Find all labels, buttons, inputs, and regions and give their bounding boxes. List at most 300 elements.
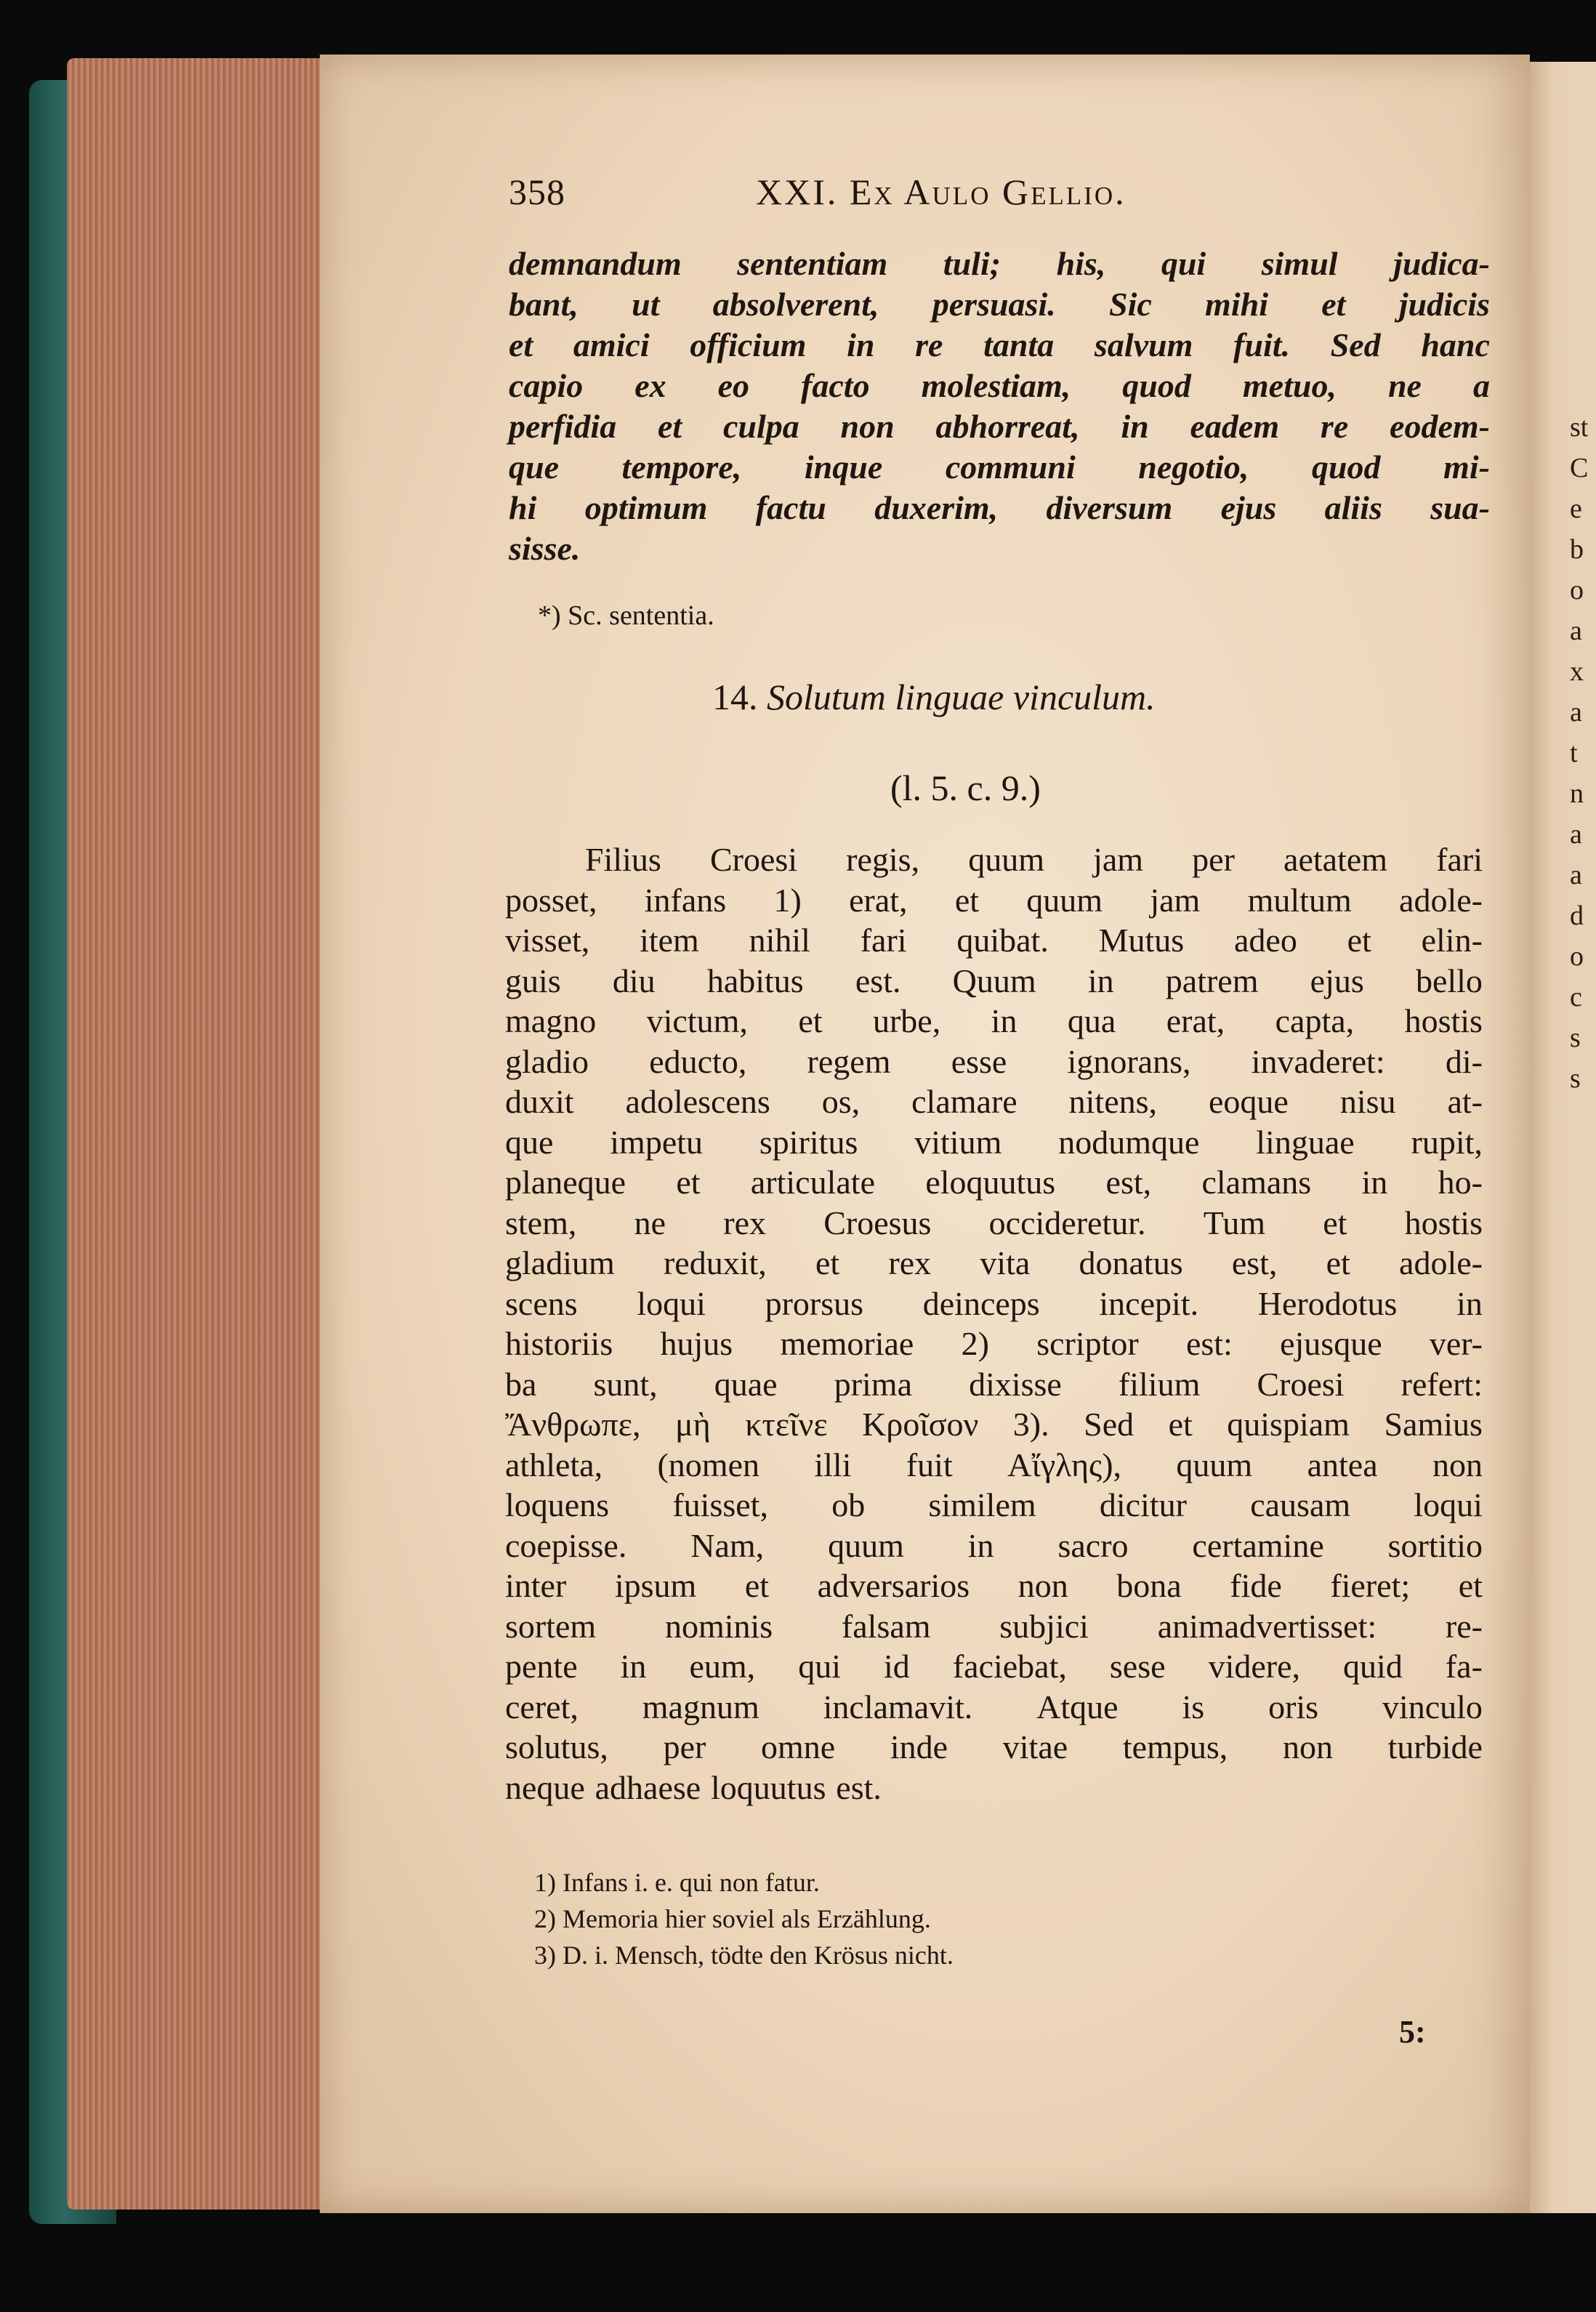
word: Nam, [690,1526,765,1564]
word: capta, [1275,1002,1355,1039]
word: qua [1067,1002,1116,1039]
facing-page-fragment: n [1570,778,1584,809]
word: simul [1261,245,1338,282]
word: stem, [505,1204,577,1241]
word: fieret; [1330,1567,1411,1604]
word: esse [951,1042,1007,1080]
text-line [509,447,1490,488]
word: hostis [1404,1002,1483,1039]
facing-page-fragment: a [1570,860,1582,890]
word: vita [980,1244,1031,1281]
word: inde [890,1728,948,1765]
word: qui [798,1648,841,1685]
facing-page-fragment: d [1570,901,1584,931]
word: posset, [505,881,597,919]
word: invaderet: [1251,1042,1385,1080]
word: et [954,881,980,919]
word: subjici [999,1607,1089,1645]
word: et [509,326,533,363]
text-line [505,1001,1483,1042]
text-line [505,1727,1483,1768]
text-line [509,243,1490,284]
word: quum [1176,1446,1253,1483]
word: prima [834,1365,912,1403]
page-number: 358 [509,172,565,212]
word: adhaese [595,1768,701,1806]
word: sua- [1430,489,1490,526]
word: fari [860,922,907,959]
word: turbide [1387,1728,1483,1765]
word: adole- [1399,881,1483,919]
word: vitae [1002,1728,1068,1765]
text-line [509,284,1490,325]
word: fide [1230,1567,1282,1604]
facing-page-fragment: e [1570,494,1582,524]
word: historiis [505,1325,613,1362]
word: communi [945,448,1076,486]
word: falsam [841,1607,931,1645]
word: ne [1387,367,1422,404]
word: pente [505,1648,578,1685]
main-paragraph [505,839,1483,1808]
word: ipsum [614,1567,697,1604]
word: factu [755,489,826,526]
word: est: [1185,1325,1233,1362]
word: incepit. [1099,1284,1199,1322]
word: sortem [505,1607,597,1645]
word: refert: [1400,1365,1483,1403]
word: erat, [1166,1002,1225,1039]
text-line [505,1082,1483,1122]
text-line [505,920,1483,961]
word: his, [1056,245,1106,282]
facing-page-fragment: C [1570,453,1589,483]
word: nisu [1339,1083,1396,1120]
word: (nomen [657,1446,759,1483]
word: quum [1026,881,1103,919]
text-line [505,961,1483,1002]
word: capio [509,367,584,404]
word: hostis [1404,1204,1483,1241]
word: Αἴγλης), [1007,1446,1122,1483]
word: eadem [1190,408,1280,445]
word: magnum [642,1688,759,1725]
word: fuit. [1233,326,1291,363]
word: sese [1109,1648,1166,1685]
word: id [884,1648,910,1685]
word: erat, [849,881,908,919]
word: inter [505,1567,567,1604]
word: hujus [660,1325,733,1362]
word: fari [1436,841,1483,878]
word: rex [888,1244,932,1281]
word: spiritus [759,1123,858,1161]
word: Quum [952,962,1036,999]
word: et [1347,922,1371,959]
word: qui [1161,245,1206,282]
word: in [847,326,875,363]
facing-page-fragment: s [1570,1023,1581,1053]
word: scens [505,1284,578,1322]
word: in [1087,962,1114,999]
text-line [505,1404,1483,1445]
word: et [1323,1204,1347,1241]
word: habitus [706,962,804,999]
word: neque [505,1768,585,1806]
word: Herodotus [1257,1284,1398,1322]
word: omne [761,1728,836,1765]
word: hi [509,489,537,526]
word: aetatem [1283,841,1388,878]
text-line [505,1284,1483,1324]
word: est, [1231,1244,1278,1281]
word: certamine [1192,1526,1324,1564]
section-number: 14. [712,677,758,717]
page-block-edges [67,58,321,2210]
word: et [1321,286,1346,323]
word: optimum [584,489,708,526]
word: κτεῖνε [745,1406,828,1443]
text-line [505,1445,1483,1486]
word: scriptor [1036,1325,1139,1362]
word: elin- [1421,922,1483,959]
word: ejus [1310,962,1364,999]
word: Samius [1384,1406,1483,1443]
word: antea [1307,1446,1378,1483]
word: in [1361,1164,1388,1201]
word: a [1472,367,1490,404]
facing-page-fragment: s [1570,1063,1581,1094]
word: bona [1116,1567,1182,1604]
word: Κροῖσον [862,1406,979,1443]
word: non [1282,1728,1333,1765]
word: infans [644,881,727,919]
text-line [505,839,1483,880]
word: deinceps [922,1284,1040,1322]
word: inque [804,448,883,486]
text-line [505,1566,1483,1606]
word: illi [814,1446,852,1483]
text-line [509,366,1490,406]
word: mi- [1443,448,1490,486]
text-line [505,1687,1483,1728]
word: adolescens [625,1083,770,1120]
word: regis, [846,841,920,878]
word: regem [807,1042,891,1080]
text-line [505,1364,1483,1405]
word: loqui [1414,1486,1483,1523]
word: at- [1447,1083,1483,1120]
word: nodumque [1058,1123,1200,1161]
word: vinculo [1382,1688,1483,1725]
word: in [967,1526,994,1564]
word: bant, [509,286,579,323]
text-line [505,1324,1483,1364]
word: adversarios [817,1567,970,1604]
word: vitium [914,1123,1002,1161]
signature-mark: 5: [1399,2014,1426,2050]
word: clamans [1201,1164,1312,1201]
word: et [744,1567,770,1604]
word: os, [821,1083,861,1120]
word: ejusque [1280,1325,1382,1362]
word: causam [1250,1486,1351,1523]
word: facto [801,367,870,404]
word: re- [1445,1607,1483,1645]
star-footnote: *) Sc. sententia. [538,600,714,631]
footnote: 3) D. i. Mensch, tödte den Krösus nicht. [534,1941,954,1970]
facing-page-fragment: a [1570,697,1582,728]
word: linguae [1256,1123,1355,1161]
word: re [1320,408,1349,445]
facing-page-fragment: o [1570,941,1584,972]
word: molestiam, [921,367,1071,404]
word: abhorreat, [935,408,1080,445]
word: jam [1150,881,1201,919]
word: que [509,448,559,486]
facing-page-fragment: a [1570,819,1582,850]
word: quod [1122,367,1191,404]
word: quid [1343,1648,1403,1685]
word: jam [1093,841,1144,878]
word: non [840,408,895,445]
text-line [505,1162,1483,1203]
word: eodem- [1390,408,1490,445]
word: Sic [1109,286,1152,323]
word: ne [634,1204,666,1241]
text-line [509,406,1490,447]
word: est. [836,1768,882,1806]
word: 3). [1012,1406,1049,1443]
word: officium [690,326,807,363]
text-line [505,1122,1483,1163]
word: nominis [664,1607,773,1645]
word: diversum [1046,489,1173,526]
word: clamare [911,1083,1017,1120]
word: est. [855,962,901,999]
word: patrem [1165,962,1259,999]
word: sententiam [737,245,888,282]
word: Filius [585,841,661,878]
word: 1) [773,881,802,919]
word: in [1456,1284,1483,1322]
word: planeque [505,1164,626,1201]
word: Mutus [1098,922,1185,959]
word: mihi [1205,286,1268,323]
word: reduxit, [663,1244,767,1281]
word: athleta, [505,1446,603,1483]
word: et [657,408,682,445]
word: educto, [649,1042,747,1080]
word: ho- [1438,1164,1483,1201]
text-line [509,528,1490,569]
text-line [505,1646,1483,1687]
word: tanta [983,326,1055,363]
word: ut [632,286,660,323]
word: judicis [1398,286,1490,323]
word: quod [1311,448,1381,486]
word: aliis [1324,489,1382,526]
word: solutus, [505,1728,608,1765]
word: ba [505,1365,537,1403]
facing-page-fragment: x [1570,656,1584,687]
word: multum [1247,881,1352,919]
facing-page-fragment: st [1570,412,1589,443]
word: demnandum [509,245,682,282]
word: fuit [906,1446,953,1483]
word: quibat. [956,922,1049,959]
word: memoriae [780,1325,914,1362]
word: et [815,1244,840,1281]
word: adeo [1234,922,1297,959]
text-line [505,1203,1483,1244]
word: sisse. [509,530,581,567]
text-line [505,1606,1483,1647]
section-heading [712,676,1156,718]
word: coepisse. [505,1526,627,1564]
word: filium [1118,1365,1201,1403]
word: Ἄνθρωπε, [505,1406,641,1443]
word: dicitur [1099,1486,1187,1523]
word: sacro [1057,1526,1129,1564]
word: sunt, [593,1365,658,1403]
word: bello [1415,962,1483,999]
word: tuli; [943,245,1001,282]
word: et [1326,1244,1350,1281]
facing-page-fragment: t [1570,738,1578,768]
facing-page-fragment: o [1570,575,1584,605]
word: eum, [689,1648,756,1685]
word: ex [634,367,666,404]
word: Sed [1084,1406,1134,1443]
word: ignorans, [1067,1042,1191,1080]
word: culpa [722,408,799,445]
word: metuo, [1242,367,1337,404]
word: judica- [1393,245,1490,282]
word: eloquutus [925,1164,1056,1201]
word: 2) [961,1325,989,1362]
word: faciebat, [952,1648,1067,1685]
word: quum [828,1526,904,1564]
word: eo [717,367,750,404]
word: duxit [505,1083,574,1120]
footnote: 1) Infans i. e. qui non fatur. [534,1868,820,1897]
word: ceret, [505,1688,579,1725]
word: diu [612,962,656,999]
word: Sed [1330,326,1381,363]
word: ejus [1220,489,1277,526]
word: salvum [1094,326,1193,363]
text-line [505,880,1483,921]
word: et [798,1002,823,1039]
word: μὴ [674,1406,711,1443]
text-line [509,325,1490,366]
text-line [505,1042,1483,1082]
footnote: 2) Memoria hier soviel als Erzählung. [534,1904,931,1933]
word: donatus [1079,1244,1183,1281]
word: in [1121,408,1149,445]
word: urbe, [872,1002,941,1039]
word: tempus, [1122,1728,1228,1765]
word: quae [714,1365,778,1403]
word: eoque [1209,1083,1289,1120]
word: et [676,1164,701,1201]
word: per [663,1728,706,1765]
word: oris [1268,1688,1319,1725]
word: fa- [1445,1648,1483,1685]
word: nihil [749,922,810,959]
word: Atque [1036,1688,1119,1725]
word: est, [1105,1164,1152,1201]
word: loqui [637,1284,706,1322]
word: animadvertisset: [1157,1607,1377,1645]
word: negotio, [1138,448,1249,486]
word: videre, [1208,1648,1301,1685]
word: que [505,1123,554,1161]
word: in [620,1648,647,1685]
word: rupit, [1411,1123,1483,1161]
word: dixisse [969,1365,1062,1403]
facing-page [1526,62,1596,2213]
facing-page-text [1570,407,1596,1099]
word: ver- [1429,1325,1483,1362]
word: articulate [750,1164,875,1201]
word: victum, [646,1002,748,1039]
word: persuasi. [932,286,1056,323]
facing-page-fragment: a [1570,616,1582,646]
word: quum [968,841,1044,878]
word: re [915,326,943,363]
word: amici [573,326,650,363]
word: nitens, [1068,1083,1158,1120]
word: loquutus [711,1768,826,1806]
word: hanc [1421,326,1490,363]
word: perfidia [509,408,617,445]
section-reference: (l. 5. c. 9.) [890,768,1041,808]
running-head-title: XXI. Ex Aulo Gellio. [756,172,1127,212]
word: gladium [505,1244,615,1281]
word: Croesi [709,841,798,878]
word: prorsus [765,1284,864,1322]
section-title: Solutum linguae vinculum. [767,677,1156,717]
word: Croesus [823,1204,932,1241]
text-line [505,1485,1483,1526]
word: occideretur. [988,1204,1146,1241]
word: di- [1445,1042,1483,1080]
word: guis [505,962,561,999]
footnotes [534,1864,954,1973]
text-line [505,1526,1483,1566]
text-line [509,488,1490,528]
word: et [1458,1567,1483,1604]
word: absolverent, [712,286,879,323]
word: fuisset, [672,1486,768,1523]
word: impetu [610,1123,704,1161]
facing-page-fragment: b [1570,534,1584,565]
word: loquens [505,1486,610,1523]
word: similem [928,1486,1036,1523]
text-line [505,1768,1483,1808]
word: ob [831,1486,866,1523]
word: Tum [1203,1204,1265,1241]
word: non [1017,1567,1068,1604]
word: quispiam [1227,1406,1350,1443]
word: is [1182,1688,1205,1725]
word: per [1192,841,1235,878]
word: item [640,922,699,959]
word: gladio [505,1042,589,1080]
word: tempore, [621,448,742,486]
